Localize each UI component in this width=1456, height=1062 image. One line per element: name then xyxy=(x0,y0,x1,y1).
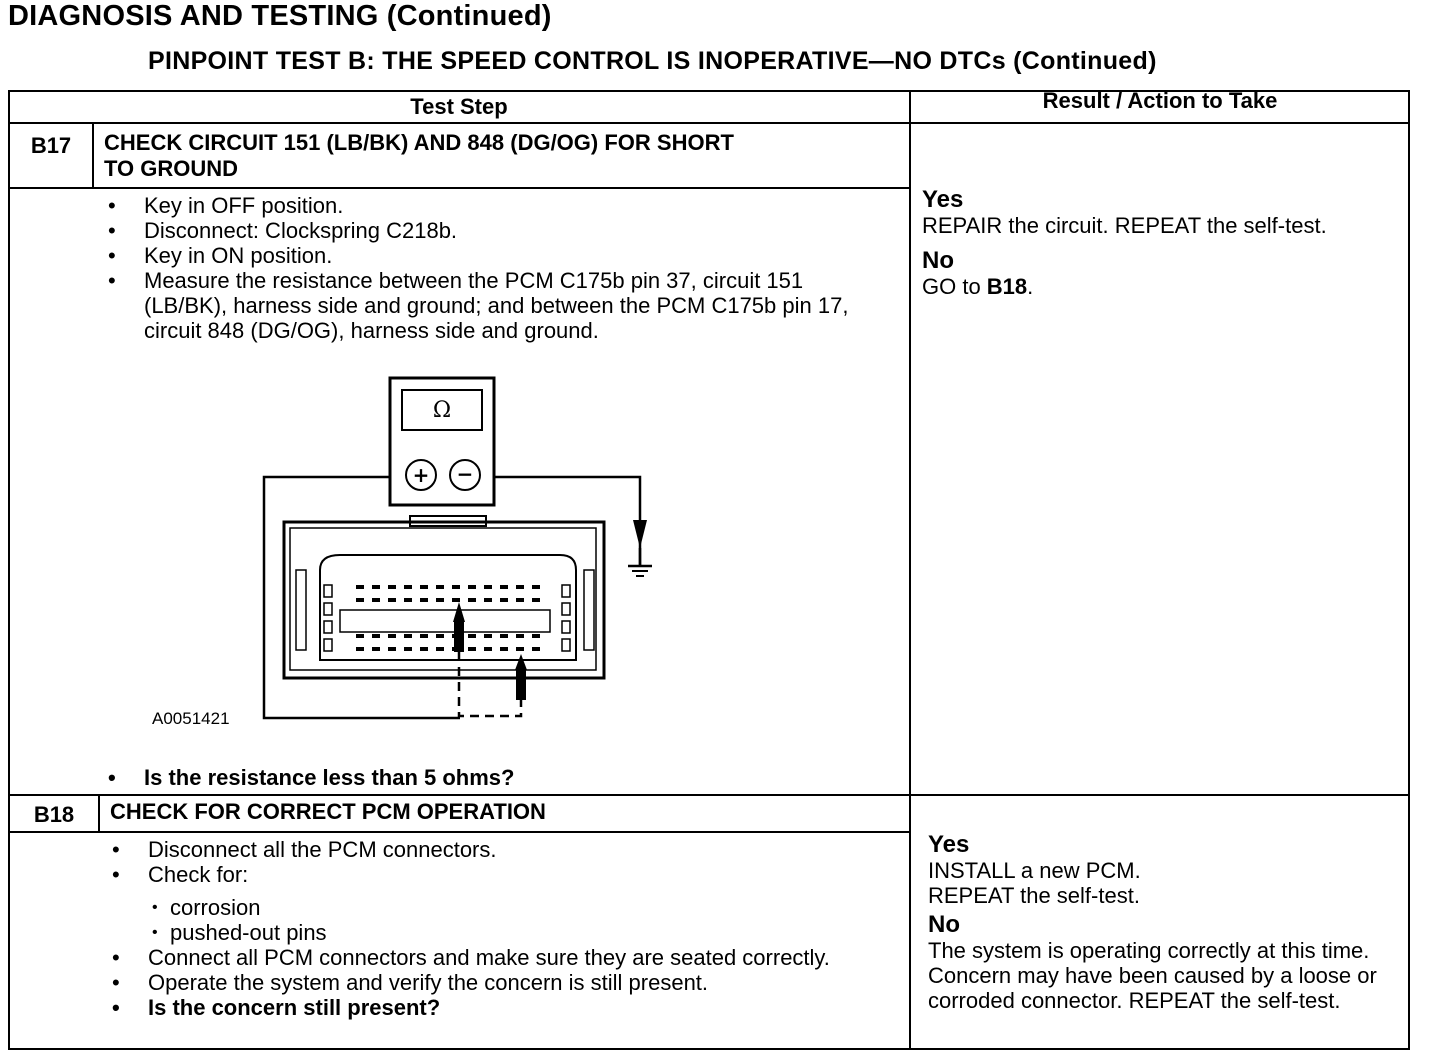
b17-step-title xyxy=(104,130,904,182)
ohmmeter-icon xyxy=(390,378,494,505)
b18-number-divider xyxy=(98,794,100,832)
b18-step-number: B18 xyxy=(33,802,75,827)
b17-b18-rule xyxy=(8,794,1410,796)
figure-id: A0051421 xyxy=(152,709,230,728)
b17-title-rule xyxy=(8,187,910,189)
b17-instructions xyxy=(104,193,864,343)
plus-terminal: + xyxy=(412,463,430,487)
b18-result xyxy=(928,832,1398,1013)
b18-title-rule xyxy=(8,831,910,833)
header-rule xyxy=(8,122,1410,124)
pinpoint-test-title: PINPOINT TEST B: THE SPEED CONTROL IS INOPERATIVE—NO DTCs (Continued) xyxy=(148,47,1157,75)
b18-item: • Check for: • corrosion • pushed-out pins xyxy=(108,862,888,945)
b17-title-line2: TO GROUND xyxy=(104,156,239,181)
b18-question: • Is the concern still present? xyxy=(108,995,888,1020)
b17-item: • Measure the resistance between the PCM C175b pin 37, circuit 151 (LB/BK), harness side and ground; and between the PCM C175b pin 17, circuit 848 (DG/OG), harness side and ground. xyxy=(104,268,864,343)
ohm-symbol: Ω xyxy=(432,398,452,423)
b17-question-list xyxy=(104,765,864,790)
b18-yes-line2: REPEAT the self-test. xyxy=(928,883,1140,908)
b18-item: • Disconnect all the PCM connectors. xyxy=(108,837,888,862)
b17-step-number: B17 xyxy=(30,133,72,158)
b17-no-label: No xyxy=(922,247,954,274)
b17-number-divider xyxy=(92,122,94,188)
ohmmeter-connector-diagram xyxy=(250,370,670,730)
b17-yes-label: Yes xyxy=(922,186,964,213)
column-header-test-step: Test Step xyxy=(410,94,508,119)
b18-check-list xyxy=(148,895,888,945)
b18-yes-label: Yes xyxy=(928,831,970,858)
b18-no-text: The system is operating correctly at this time. Concern may have been caused by a loose or corroded connector. REPEAT the self-test. xyxy=(928,938,1377,1013)
minus-terminal: − xyxy=(456,462,474,486)
b17-yes-text: REPAIR the circuit. REPEAT the self-test. xyxy=(922,213,1327,238)
b18-yes-line1: INSTALL a new PCM. xyxy=(928,858,1141,883)
b18-instructions xyxy=(108,837,888,1020)
b17-result xyxy=(922,187,1402,299)
column-header-result: Result / Action to Take xyxy=(1042,88,1278,113)
b17-item: • Key in ON position. xyxy=(104,243,864,268)
b18-sub-item: • corrosion xyxy=(148,895,888,920)
b17-item: • Key in OFF position. xyxy=(104,193,864,218)
column-divider xyxy=(909,90,911,1050)
b18-item: • Operate the system and verify the concern is still present. xyxy=(108,970,888,995)
b18-step-title: CHECK FOR CORRECT PCM OPERATION xyxy=(110,799,546,824)
b18-sub-item: • pushed-out pins xyxy=(148,920,888,945)
pcm-connector-icon xyxy=(284,516,604,678)
ground-symbol-icon xyxy=(628,520,652,576)
b17-title-line1: CHECK CIRCUIT 151 (LB/BK) AND 848 (DG/OG) FOR SHORT xyxy=(104,130,734,155)
b17-item: • Disconnect: Clockspring C218b. xyxy=(104,218,864,243)
b17-no-text: GO to B18. xyxy=(922,274,1034,299)
page-heading: DIAGNOSIS AND TESTING (Continued) xyxy=(8,0,552,32)
b17-question: • Is the resistance less than 5 ohms? xyxy=(104,765,864,790)
b18-item: • Connect all PCM connectors and make sure they are seated correctly. xyxy=(108,945,888,970)
b18-reference: B18 xyxy=(986,274,1028,299)
b18-no-label: No xyxy=(928,911,960,938)
